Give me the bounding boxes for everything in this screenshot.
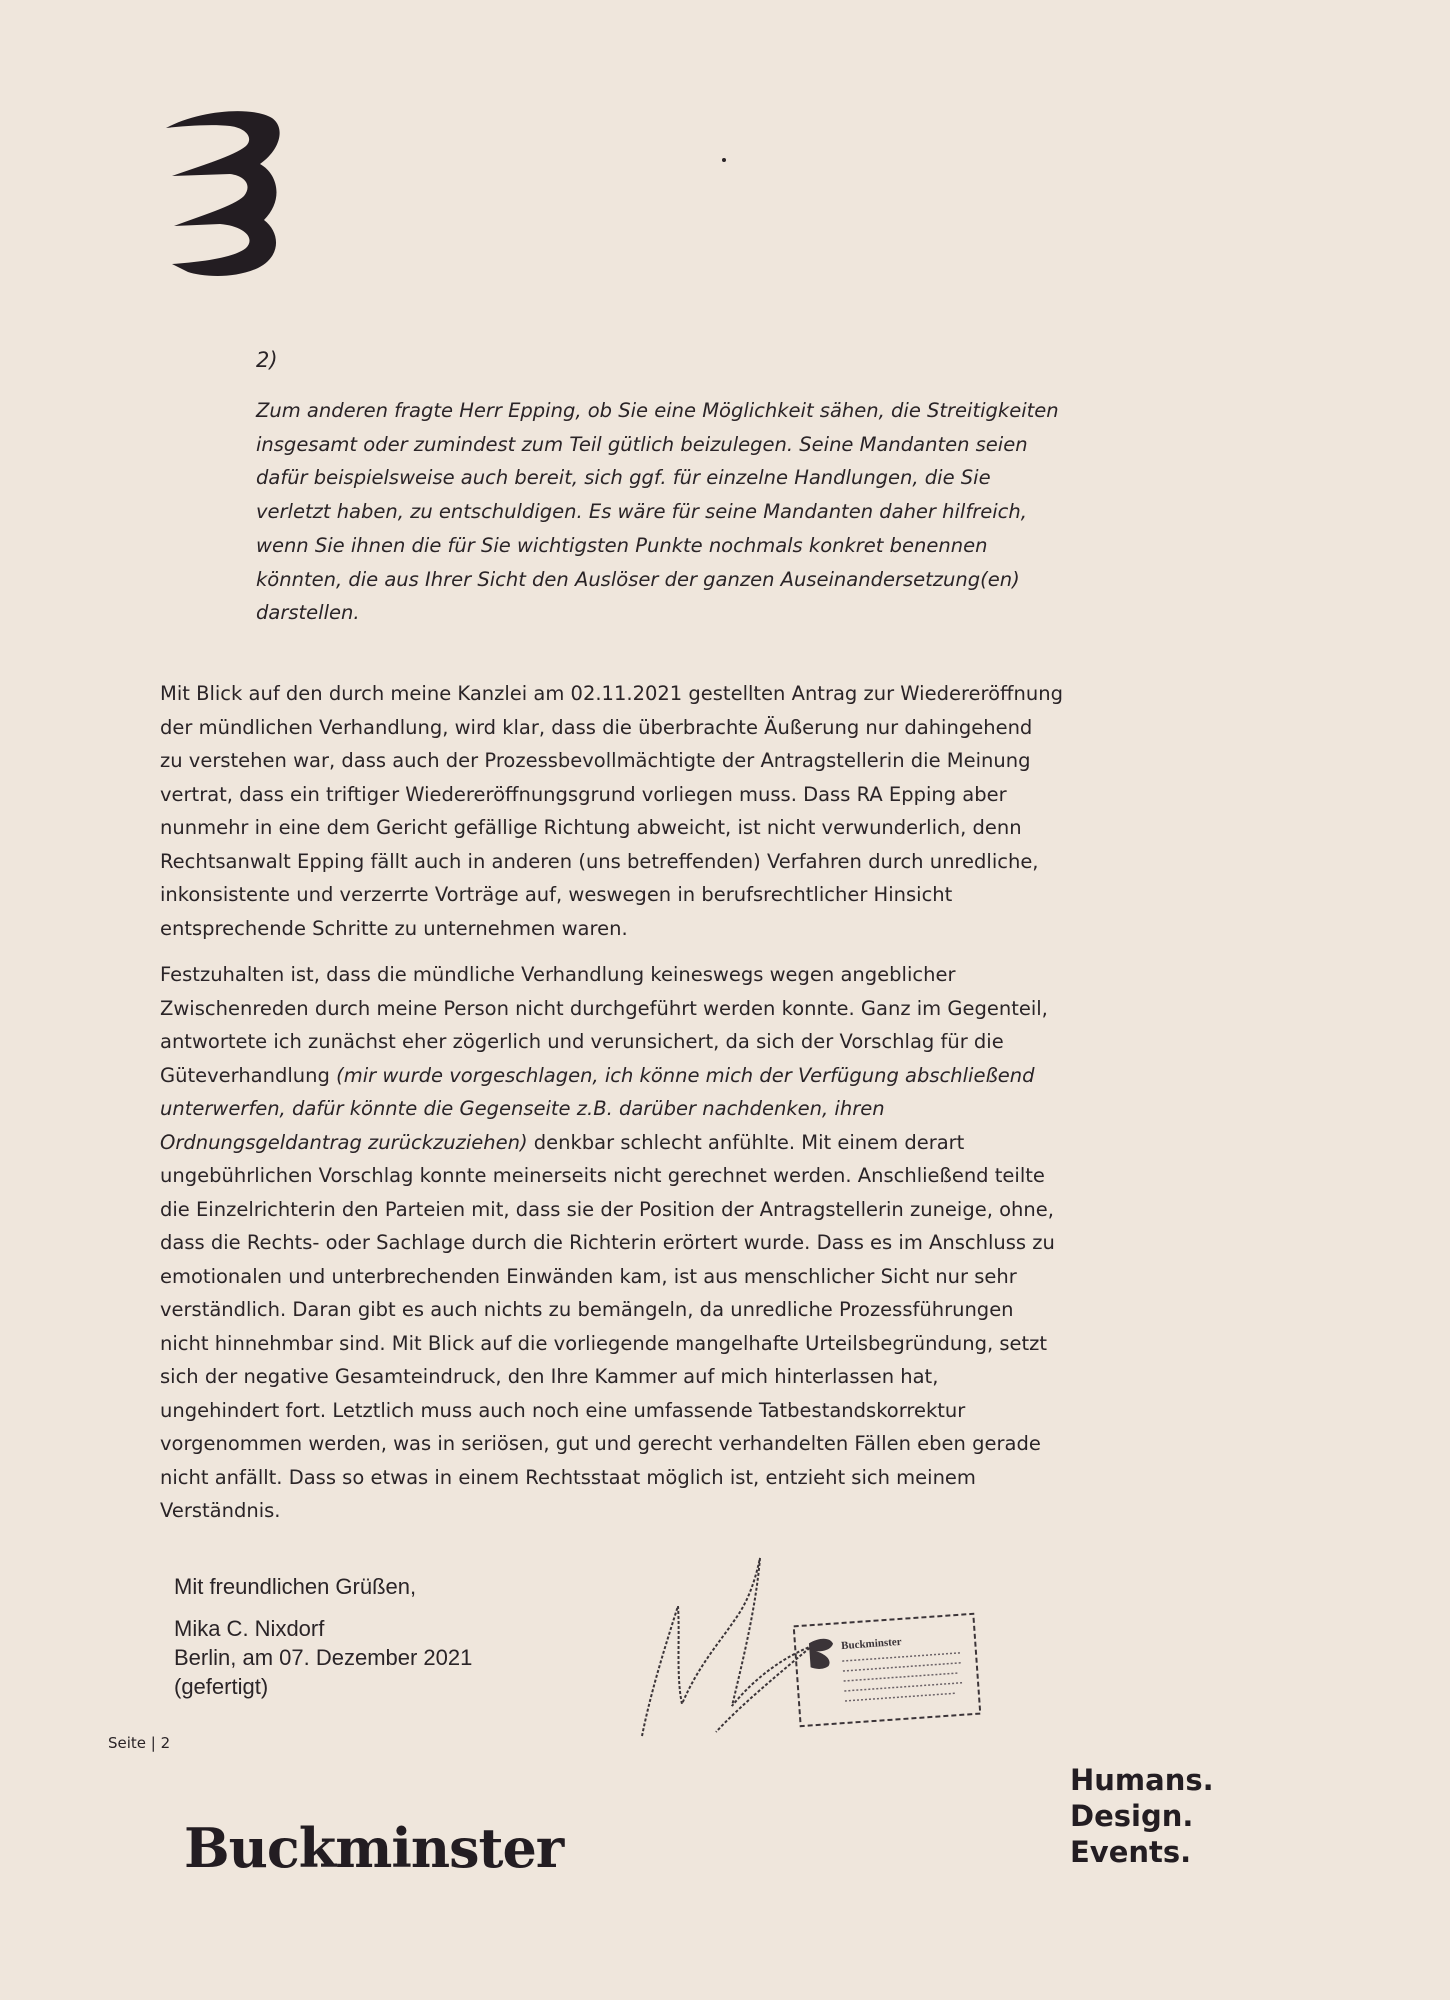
paragraph-line: vertrat, dass ein triftiger Wiedereröffnungsgrund vorliegen muss. Dass RA Epping aber [160,782,1007,806]
paragraph-line: Zwischenreden durch meine Person nicht durchgeführt werden konnte. Ganz im Gegenteil, [160,996,1048,1020]
item-number: 2) [256,348,278,372]
brand-wordmark: Buckminster [184,1816,564,1880]
closing-salutation: Mit freundlichen Grüßen, [174,1574,417,1599]
paragraph-line: verständlich. Daran gibt es auch nichts zu bemängeln, da unredliche Prozessführungen [160,1298,1014,1321]
tagline-line: Design. [1070,1799,1194,1833]
paragraph-line: ungehindert fort. Letztlich muss auch noch eine umfassende Tatbestandskorrektur [160,1398,966,1422]
buckminster-logo-icon [160,104,290,280]
paragraph-line: nunmehr in eine dem Gericht gefällige Richtung abweicht, ist nicht verwunderlich, denn [160,816,1022,839]
tagline-line: Events. [1070,1835,1192,1869]
signature-and-stamp [636,1546,996,1766]
paragraph-line: nicht hinnehmbar sind. Mit Blick auf die vorliegende mangelhafte Urteilsbegründung, setzt [160,1331,1048,1355]
stamp-title: Buckminster [840,1635,902,1653]
paragraph-line: Rechtsanwalt Epping fällt auch in anderen (uns betreffenden) Verfahren durch unredliche, [160,849,1039,873]
paragraph-text: Güteverhandlung [160,1063,337,1087]
body-paragraph-2 [160,958,1120,1528]
paragraph-line [160,1059,1120,1093]
paragraph-line: der mündlichen Verhandlung, wird klar, dass die überbrachte Äußerung nur dahingehend [160,715,1033,739]
quote-line: verletzt haben, zu entschuldigen. Es wäre für seine Mandanten daher hilfreich, [256,500,1027,524]
paragraph-line: antwortete ich zunächst eher zögerlich und verunsichert, da sich der Vorschlag für die [160,1030,1004,1053]
paragraph-italic-text: (mir wurde vorgeschlagen, ich könne mich der Verfügung abschließend [336,1063,1035,1087]
paragraph-line: entsprechende Schritte zu unternehmen waren. [160,916,628,940]
tagline [1070,1762,1214,1870]
paragraph-text: denkbar schlecht anfühlte. Mit einem derart [527,1130,965,1154]
tagline-line: Humans. [1070,1763,1214,1797]
paragraph-line: dass die Rechts- oder Sachlage durch die Richterin erörtert wurde. Dass es im Anschluss zu [160,1231,1055,1254]
paragraph-line: Mit Blick auf den durch meine Kanzlei am 02.11.2021 gestellten Antrag zur Wiedereröffnung [160,682,1063,705]
quoted-question [256,394,1116,630]
company-stamp [794,1614,981,1726]
paragraph-line: emotionalen und unterbrechenden Einwänden kam, ist aus menschlicher Sicht nur sehr [160,1264,1017,1288]
paragraph-line [160,1092,1120,1126]
paragraph-italic-text: unterwerfen, dafür könnte die Gegenseite z.B. darüber nachdenken, ihren [160,1097,885,1120]
quote-line: könnten, die aus Ihrer Sicht den Auslöser der ganzen Auseinandersetzung(en) [256,567,1020,591]
page-number: Seite | 2 [108,1734,171,1752]
paragraph-line: sich der negative Gesamteindruck, den Ihre Kammer auf mich hinterlassen hat, [160,1365,939,1388]
quote-line: dafür beispielsweise auch bereit, sich ggf. für einzelne Handlungen, die Sie [256,466,991,490]
paragraph-line [160,1126,1120,1160]
paragraph-line: nicht anfällt. Dass so etwas in einem Rechtsstaat möglich ist, entzieht sich meinem [160,1465,976,1489]
quote-line: wenn Sie ihnen die für Sie wichtigsten Punkte nochmals konkret benennen [256,533,988,557]
quote-line: Zum anderen fragte Herr Epping, ob Sie eine Möglichkeit sähen, die Streitigkeiten [256,399,1059,422]
paragraph-line: ungebührlichen Vorschlag konnte meinerseits nicht gerechnet werden. Anschließend teilte [160,1164,1045,1187]
paragraph-line: zu verstehen war, dass auch der Prozessbevollmächtigte der Antragstellerin die Meinung [160,749,1031,772]
paragraph-line: Verständnis. [160,1499,281,1522]
signer-block [174,1614,472,1701]
paragraph-italic-text: Ordnungsgeldantrag zurückzuziehen) [160,1130,528,1154]
generated-note: (gefertigt) [174,1674,269,1699]
handwritten-signature [642,1558,812,1736]
place-date: Berlin, am 07. Dezember 2021 [174,1645,473,1670]
paragraph-line: die Einzelrichterin den Parteien mit, dass sie der Position der Antragstellerin zuneige, ohne, [160,1197,1054,1221]
ink-speck [722,158,726,162]
quote-line: darstellen. [256,601,360,625]
paragraph-line: vorgenommen werden, was in seriösen, gut und gerecht verhandelten Fällen eben gerade [160,1432,1041,1455]
quote-line: insgesamt oder zumindest zum Teil gütlich beizulegen. Seine Mandanten seien [256,432,1028,456]
body-paragraph-1 [160,677,1120,945]
signer-name: Mika C. Nixdorf [174,1616,325,1641]
paragraph-line: Festzuhalten ist, dass die mündliche Verhandlung keineswegs wegen angeblicher [160,963,956,986]
paragraph-line: inkonsistente und verzerrte Vorträge auf, weswegen in berufsrechtlicher Hinsicht [160,883,953,906]
